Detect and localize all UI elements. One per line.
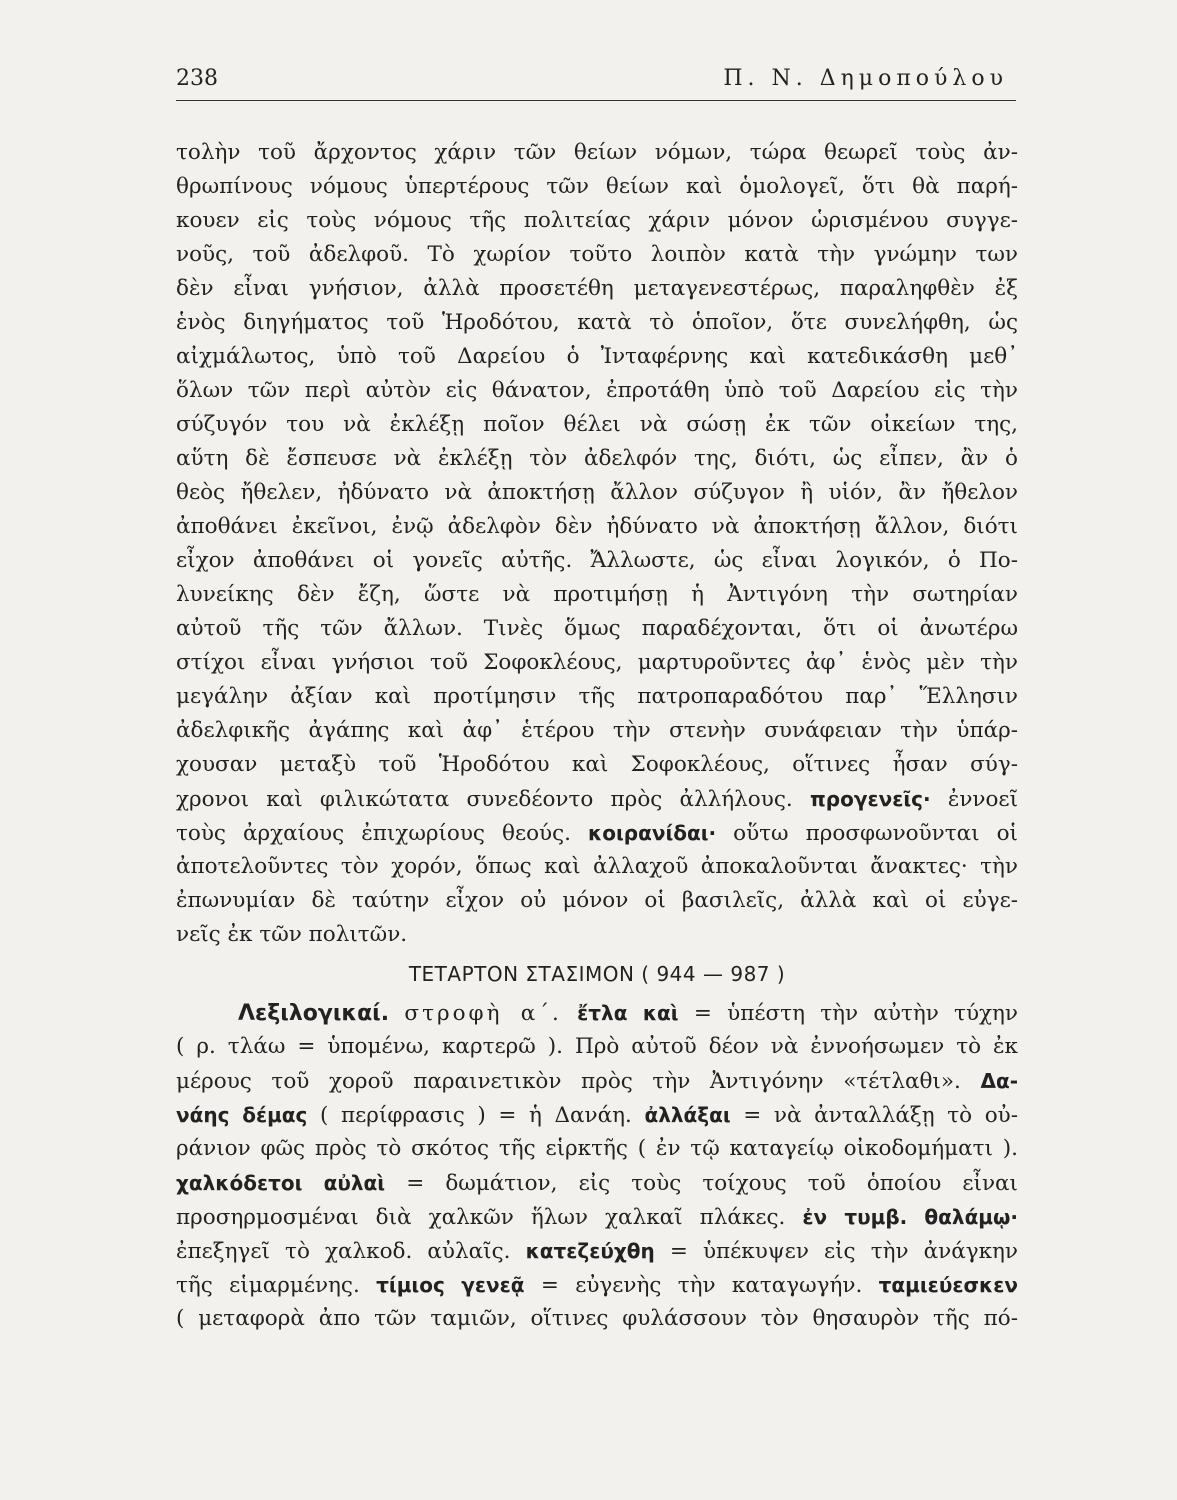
strophe-label: στροφὴ α΄. [404,1001,562,1026]
text-line [176,996,1018,1030]
term-danaes: Δα- [980,1069,1018,1093]
text-line: ράνιον φῶς πρὸς τὸ σκότος τῆς εἱρκτῆς ( ἐν τῷ καταγείῳ οἰκοδομήματι ). [176,1136,1018,1161]
text-line: ( μεταφορὰ ἀπο τῶν ταμιῶν, οἵτινες φυλάσσουν τὸν θησαυρὸν τῆς πό- [176,1306,1018,1331]
text-line [176,1166,1018,1200]
text-span: = ὑπέκυψεν εἰς τὴν ἀνάγκην [669,1239,1018,1264]
text-line [176,816,1018,850]
text-span: τῆς εἱμαρμένης. [176,1273,360,1298]
running-head: Π. Ν. Δημοπούλου [723,66,1008,91]
text-line [176,1098,1018,1132]
text-line: ὅλων τῶν περὶ αὐτὸν εἰς θάνατον, ἐπροτάθη ὑπὸ τοῦ Δαρείου εἰς τὴν [176,378,1018,403]
text-line: σύζυγόν του νὰ ἐκλέξῃ ποῖον θέλει νὰ σώσῃ ἐκ τῶν οἰκείων της, [176,412,1018,437]
text-line: χουσαν μεταξὺ τοῦ Ἡροδότου καὶ Σοφοκλέους, οἵτινες ἦσαν σύγ- [176,752,1018,777]
text-line: ἀποθάνει ἐκεῖνοι, ἐνῷ ἀδελφὸν δὲν ἠδύνατο νὰ ἀποκτήσῃ ἄλλον, διότι [176,514,1018,539]
text-span: = ὑπέστη τὴν αὐτὴν τύχην [693,1001,1018,1026]
term-progeneis: προγενεῖς· [809,787,931,811]
text-line: ( ρ. τλάω = ὑπομένω, καρτερῶ ). Πρὸ αὐτοῦ δέον νὰ ἐννοήσωμεν τὸ ἐκ [176,1034,1018,1059]
text-line: νεῖς ἐκ τῶν πολιτῶν. [176,922,408,947]
text-line: εἶχον ἀποθάνει οἱ γονεῖς αὐτῆς. Ἄλλωστε, ὡς εἶναι λογικόν, ὁ Πο- [176,548,1018,573]
text-line: ἀδελφικῆς ἀγάπης καὶ ἀφ᾿ ἑτέρου τὴν στενὴν συνάφειαν τὴν ὑπάρ- [176,718,1018,743]
text-span: μέρους τοῦ χοροῦ παραινετικὸν πρὸς τὴν Ἀντιγόνην «τέτλαθι». [176,1069,961,1094]
text-line [176,1200,1018,1234]
text-line: δὲν εἶναι γνήσιον, ἀλλὰ προσετέθη μεταγενεστέρως, παραληφθὲν ἐξ [176,276,1018,301]
text-span: τοὺς ἀρχαίους ἐπιχωρίους θεούς. [176,821,571,846]
term-allaxai: ἀλλάξαι [644,1103,731,1127]
term-tamieuesken: ταμιεύεσκεν [878,1273,1018,1297]
text-span: ἐπεξηγεῖ τὸ χαλκοδ. αὐλαῖς. [176,1239,511,1264]
section-heading: ΤΕΤΑΡΤΟΝ ΣΤΑΣΙΜΟΝ ( 944 — 987 ) [408,962,786,986]
text-span: = εὐγενὴς τὴν καταγωγήν. [540,1273,863,1298]
text-line: στίχοι εἶναι γνήσιοι τοῦ Σοφοκλέους, μαρτυροῦντες ἀφ᾿ ἑνὸς μὲν τὴν [176,650,1018,675]
text-line: τολὴν τοῦ ἄρχοντος χάριν τῶν θείων νόμων, τώρα θεωρεῖ τοὺς ἀν- [176,140,1018,165]
text-span: = δωμάτιον, εἰς τοὺς τοίχους τοῦ ὁποίου εἶναι [406,1171,1018,1196]
text-span: οὕτω προσφωνοῦνται οἱ [733,821,1018,846]
text-line [176,1064,1018,1098]
text-span: προσηρμοσμέναι διὰ χαλκῶν ἥλων χαλκαῖ πλάκες. [176,1205,786,1230]
text-span: ( περίφρασις ) = ἡ Δανάη. [320,1103,632,1128]
text-line [176,1234,1018,1268]
term-chalkodetoi: χαλκόδετοι αὐλαὶ [176,1171,386,1195]
term-danaes: νάης δέμας [176,1103,308,1127]
text-line: νοῦς, τοῦ ἀδελφοῦ. Τὸ χωρίον τοῦτο λοιπὸν κατὰ τὴν γνώμην των [176,242,1018,267]
text-line: ἐπωνυμίαν δὲ ταύτην εἶχον οὐ μόνον οἱ βασιλεῖς, ἀλλὰ καὶ οἱ εὐγε- [176,888,1018,913]
term-etla: ἔτλα καὶ [577,1001,679,1025]
page-number: 238 [176,66,218,91]
text-line: θρωπίνους νόμους ὑπερτέρους τῶν θείων καὶ ὁμολογεῖ, ὅτι θὰ παρή- [176,174,1018,199]
text-line: θεὸς ἤθελεν, ἠδύνατο νὰ ἀποκτήσῃ ἄλλον σύζυγον ἢ υἱόν, ἂν ἤθελον [176,480,1018,505]
term-koiranidai: κοιρανίδαι· [588,821,717,845]
text-line: λυνείκης δὲν ἔζη, ὥστε νὰ προτιμήσῃ ἡ Ἀντιγόνη τὴν σωτηρίαν [176,582,1018,607]
text-line: αὐτοῦ τῆς τῶν ἄλλων. Τινὲς ὅμως παραδέχονται, ὅτι οἱ ἀνωτέρω [176,616,1018,641]
text-line: μεγάλην ἀξίαν καὶ προτίμησιν τῆς πατροπαραδότου παρ᾿ Ἕλλησιν [176,684,1018,709]
term-en-tymb: ἐν τυμβ. θαλάμῳ· [802,1205,1018,1229]
text-span: ἐννοεῖ [947,787,1018,812]
text-line: αὕτη δὲ ἔσπευσε νὰ ἐκλέξῃ τὸν ἀδελφόν της, διότι, ὡς εἶπεν, ἂν ὁ [176,446,1018,471]
text-span: χρονοι καὶ φιλικώτατα συνεδέοντο πρὸς ἀλλήλους. [176,787,793,812]
text-line [176,1268,1018,1302]
text-line: κουεν εἰς τοὺς νόμους τῆς πολιτείας χάριν μόνον ὡρισμένου συγγε- [176,208,1018,233]
term-katezeuchthe: κατεζεύχθη [525,1239,655,1263]
text-line: ἀποτελοῦντες τὸν χορόν, ὅπως καὶ ἀλλαχοῦ ἀποκαλοῦνται ἄνακτες· τὴν [176,854,1018,879]
term-timios: τίμιος γενεᾷ [376,1273,525,1297]
text-line [176,782,1018,816]
term-lexilogikai: Λεξιλογικαί. [238,1001,390,1026]
page-body [176,136,1018,1336]
text-span: = νὰ ἀνταλλάξῃ τὸ οὐ- [743,1103,1018,1128]
text-line: ἑνὸς διηγήματος τοῦ Ἡροδότου, κατὰ τὸ ὁποῖον, ὅτε συνελήφθη, ὡς [176,310,1018,335]
text-line: αἰχμάλωτος, ὑπὸ τοῦ Δαρείου ὁ Ἰνταφέρνης καὶ κατεδικάσθη μεθ᾿ [176,344,1018,369]
page-header [176,62,1016,101]
